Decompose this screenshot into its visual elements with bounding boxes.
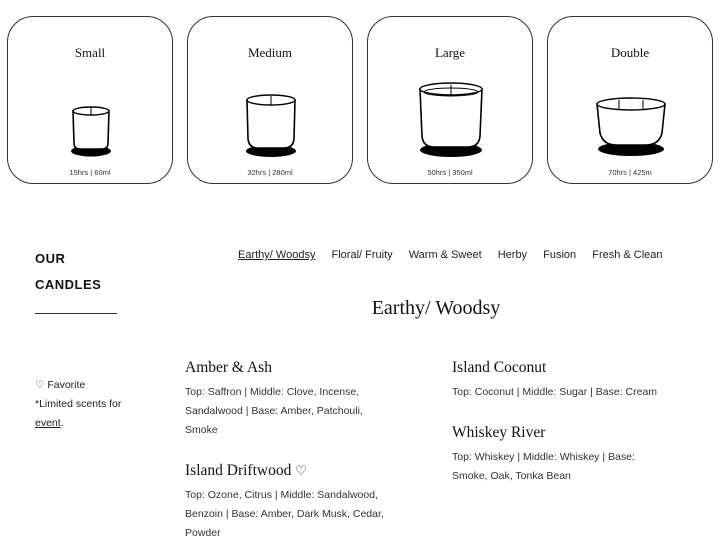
scent-amber-ash — [185, 358, 400, 440]
scent-name: Whiskey River — [452, 424, 546, 441]
size-name: Large — [434, 45, 466, 60]
candle-double-icon — [548, 17, 714, 185]
legend-limited: *Limited scents for — [35, 398, 122, 410]
legend-period: . — [60, 417, 64, 429]
section-title-line2: CANDLES — [35, 277, 102, 292]
scent-notes: Top: Coconut | Middle: Sugar | Base: Cream — [452, 386, 658, 398]
scent-island-driftwood — [185, 461, 400, 543]
legend-favorite — [35, 376, 121, 395]
scent-notes: Top: Saffron | Middle: Clove, Incense, Sandalwood | Base: Amber, Patchouli, Smoke — [185, 386, 363, 436]
section-divider — [35, 313, 117, 314]
size-caption: 50hrs | 350ml — [427, 168, 473, 177]
tab-fresh-clean[interactable]: Fresh & Clean — [592, 249, 663, 261]
size-caption: 70hrs | 425m — [608, 168, 652, 177]
scent-name: Amber & Ash — [185, 359, 272, 376]
section-title — [35, 246, 101, 298]
tab-herby[interactable]: Herby — [497, 249, 528, 261]
category-tabs — [238, 249, 676, 261]
size-card-medium[interactable] — [187, 16, 353, 184]
scent-notes: Top: Whiskey | Middle: Whiskey | Base: Smoke, Oak, Tonka Bean — [452, 451, 635, 482]
size-card-double[interactable] — [547, 16, 713, 184]
tab-floral-fruity[interactable]: Floral/ Fruity — [331, 249, 393, 261]
scent-name: Island Coconut — [452, 359, 547, 376]
heart-icon: ♡ — [295, 463, 307, 478]
section-title-line1: OUR — [35, 251, 66, 266]
candle-size-cards — [7, 16, 716, 188]
scent-notes: Top: Ozone, Citrus | Middle: Sandalwood, Benzoin | Base: Amber, Dark Musk, Cedar, Powder — [185, 489, 384, 539]
size-card-large[interactable] — [367, 16, 533, 184]
category-title: Earthy/ Woodsy — [371, 297, 501, 319]
candle-medium-icon — [188, 17, 354, 185]
scent-whiskey-river — [452, 423, 682, 486]
size-caption: 15hrs | 60ml — [69, 168, 111, 177]
legend-favorite-label: Favorite — [47, 379, 86, 391]
size-name: Medium — [247, 45, 293, 60]
size-caption: 32hrs | 280ml — [247, 168, 293, 177]
size-card-small[interactable] — [7, 16, 173, 184]
legend-event — [35, 414, 121, 433]
heart-icon: ♡ — [35, 379, 45, 391]
scent-island-coconut — [452, 358, 682, 402]
event-link[interactable]: event — [35, 417, 61, 429]
size-name: Small — [74, 45, 106, 60]
tab-fusion[interactable]: Fusion — [543, 249, 577, 261]
tab-earthy-woodsy[interactable]: Earthy/ Woodsy — [238, 249, 316, 261]
size-name: Double — [610, 45, 650, 60]
scent-name: Island Driftwood ♡ — [185, 462, 307, 479]
candle-small-icon — [8, 17, 174, 185]
tab-warm-sweet[interactable]: Warm & Sweet — [408, 249, 482, 261]
candle-large-icon — [368, 17, 534, 185]
legend — [35, 376, 121, 433]
